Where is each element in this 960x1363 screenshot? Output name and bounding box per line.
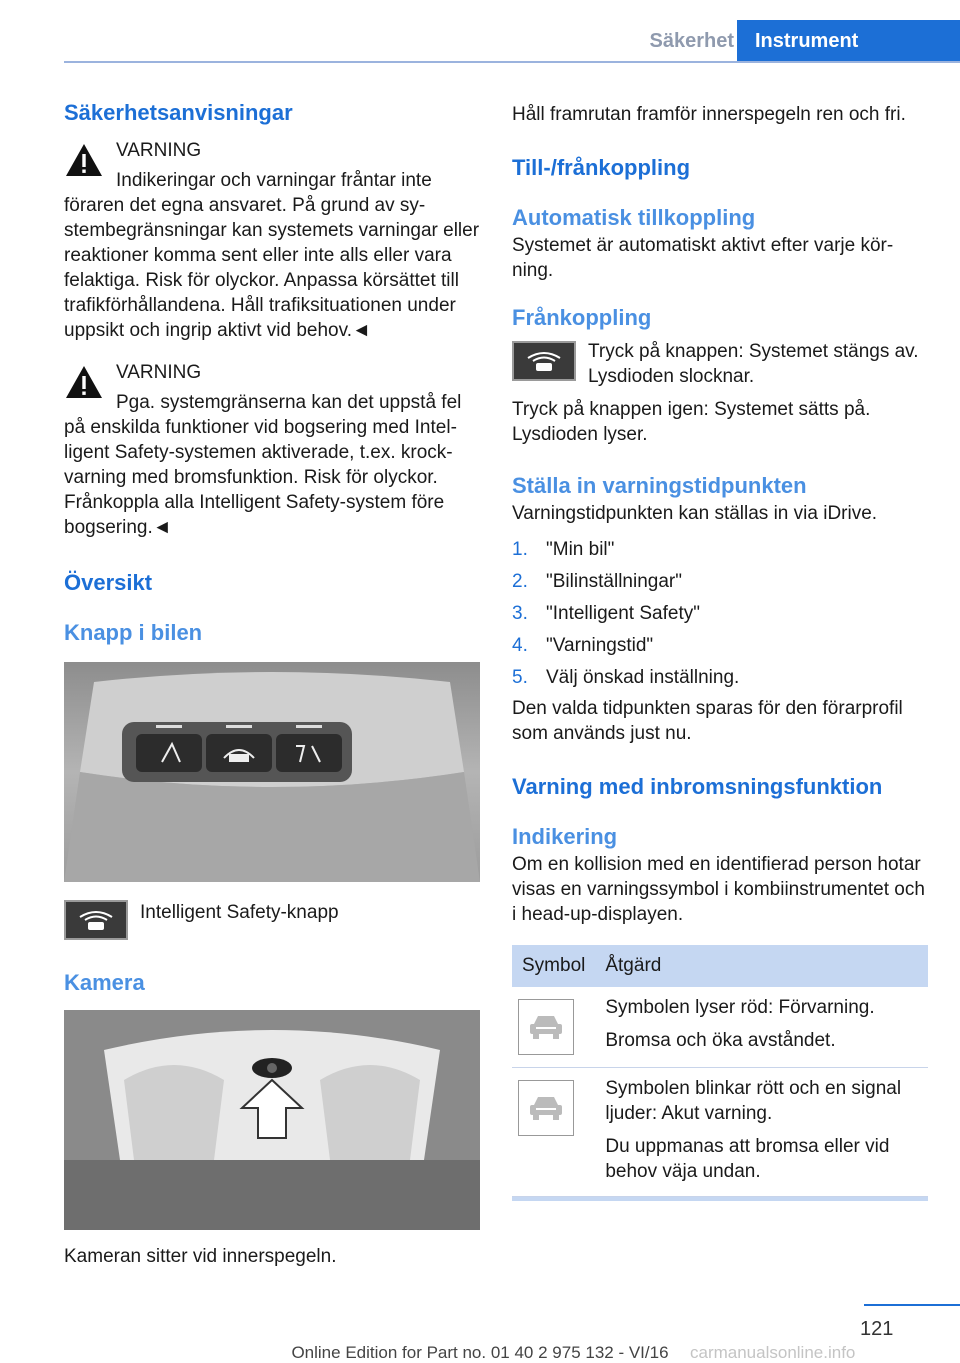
brake-warning-heading: Varning med inbromsningsfunktion [512,774,883,799]
step-number: 4. [512,635,528,656]
warning-text: Pga. systemgränserna kan det uppstå fel på enskilda funktioner vid bogsering med Intelligent Safety-systemen aktiverade, t.ex. krockvarning med bromsfunktion. Risk för olyckor. Frånkoppla alla Intelligent Safety-system före bogsering.◄ [64,392,462,538]
saved-profile-text: Den valda tidpunkten sparas för den förarprofil som används just nu. [512,698,903,744]
warning-block-2 [64,360,480,540]
page-header [0,0,960,62]
list-item [512,630,928,662]
timing-text: Varningstidpunkten kan ställas in via iDrive. [512,503,878,524]
footer-rule [864,1304,960,1306]
table-header-row [512,945,928,987]
safety-button-icon [512,341,576,381]
table-bottom-rule [512,1197,928,1201]
on-text: Tryck på knappen igen: Systemet sätts på. Lysdioden lyser. [512,399,871,445]
indicator-heading: Indikering [512,824,618,849]
step-text: Välj önskad inställning. [546,667,740,688]
warning-triangle-icon [64,364,104,400]
overview-heading: Översikt [64,570,153,595]
step-text: "Bilinställningar" [546,571,682,592]
step-number: 1. [512,539,528,560]
column-header-action: Åtgärd [595,945,928,987]
header-chapter-tab: Instrument [737,20,960,62]
button-caption: Intelligent Safety-knapp [140,902,339,923]
button-caption-row [64,900,480,942]
off-heading: Frånkoppling [512,305,652,330]
action-text: Symbolen blinkar rött och en signal ljuder: Akut varning. [605,1078,902,1124]
auto-on-heading: Automatisk tillkoppling [512,205,756,230]
warning-title: VARNING [116,362,202,383]
column-header-symbol: Symbol [512,945,595,987]
warning-text: Indikeringar och varningar fråntar inte föraren det egna ansvaret. På grund av systembegränsningar kan systemets varningar eller reaktioner komma sent eller inte alls eller vara felaktiga. Risk för olyckor. Anpassa körsättet till trafikförhållandena. Håll trafiksituationen under uppsikt och ingrip aktivt vid behov.◄ [64,170,480,341]
safety-button-icon [64,900,128,940]
warning-triangle-icon [64,142,104,178]
step-text: "Intelligent Safety" [546,603,700,624]
button-heading: Knapp i bilen [64,620,203,645]
page-number: 121 [860,1318,894,1340]
action-text: Symbolen lyser röd: Förvarning. [605,997,875,1018]
right-column [512,98,928,1201]
camera-photo [64,1010,480,1230]
windshield-camera-image [64,1010,480,1230]
timing-heading: Ställa in varningstidpunkten [512,473,807,498]
step-text: "Varningstid" [546,635,654,656]
warning-title: VARNING [116,140,202,161]
left-column [64,98,480,1269]
indicator-text: Om en kollision med en identifierad person hotar visas en varningssymbol i kombiinstrumentet och i head-up-displayen. [512,854,925,925]
list-item [512,534,928,566]
button-photo [64,662,480,882]
off-row [512,341,928,395]
car-warning-icon [518,999,574,1055]
safety-heading: Säkerhetsanvisningar [64,100,293,125]
windshield-note: Håll framrutan framför innerspegeln ren och fri. [512,104,906,125]
watermark: carmanualsonline.info [690,1343,856,1362]
action-text: Bromsa och öka avståndet. [605,1030,836,1051]
list-item [512,662,928,694]
off-text: Tryck på knappen: Systemet stängs av. Lysdioden slocknar. [588,341,919,387]
edition-note: Online Edition for Part no. 01 40 2 975 132 - VI/16 [291,1343,669,1362]
roof-console-image [64,662,480,882]
symbol-table [512,945,928,1197]
table-row [512,1068,928,1197]
header-section: Säkerhet [649,30,734,52]
table-row [512,987,928,1068]
toggle-heading: Till-/frånkoppling [512,155,691,180]
settings-steps [512,534,928,694]
list-item [512,566,928,598]
warning-block-1 [64,138,480,343]
step-text: "Min bil" [546,539,615,560]
auto-on-text: Systemet är automatiskt aktivt efter varje körning. [512,235,894,281]
step-number: 5. [512,667,528,688]
step-number: 3. [512,603,528,624]
step-number: 2. [512,571,528,592]
list-item [512,598,928,630]
camera-caption: Kameran sitter vid innerspegeln. [64,1246,337,1267]
header-rule [64,61,960,63]
car-warning-icon [518,1080,574,1136]
action-text: Du uppmanas att bromsa eller vid behov väja undan. [605,1136,890,1182]
camera-heading: Kamera [64,970,145,995]
